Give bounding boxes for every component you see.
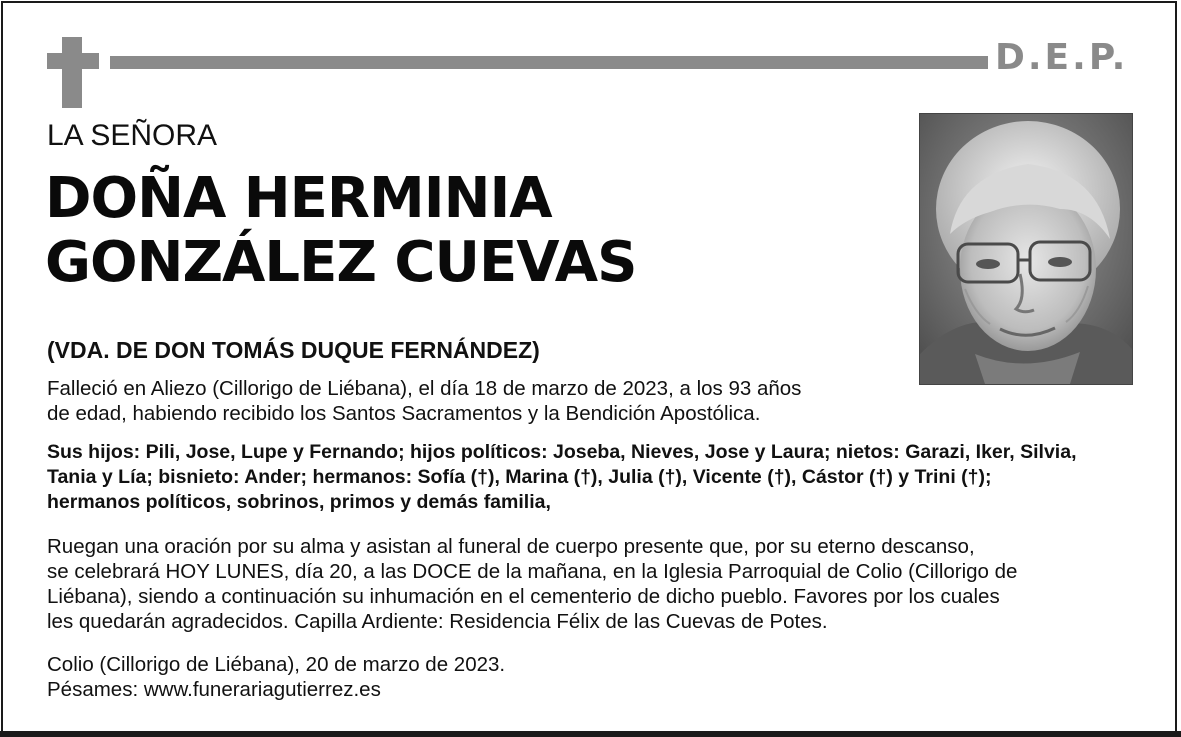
- bottom-rule: [0, 731, 1181, 737]
- honorific: LA SEÑORA: [47, 119, 218, 152]
- name-line-2: GONZÁLEZ CUEVAS: [45, 230, 637, 295]
- condolences-link[interactable]: Pésames: www.funerariagutierrez.es: [47, 678, 381, 701]
- header-rule: [110, 56, 988, 69]
- death-line: Falleció en Aliezo (Cillorigo de Liébana), el día 18 de marzo de 2023, a los 93 años: [47, 377, 802, 400]
- place-date: Colio (Cillorigo de Liébana), 20 de marzo de 2023.: [47, 653, 506, 676]
- funeral-line: se celebrará HOY LUNES, día 20, a las DOCE de la mañana, en la Iglesia Parroquial de Colio (Cillorigo de: [47, 560, 1018, 583]
- death-line: de edad, habiendo recibido los Santos Sacramentos y la Bendición Apostólica.: [47, 402, 761, 425]
- funeral-line: Liébana), siendo a continuación su inhumación en el cementerio de dicho pueblo. Favores por los cuales: [47, 585, 1000, 608]
- family-line: Tania y Lía; bisnieto: Ander; hermanos: Sofía (†), Marina (†), Julia (†), Vicente (†), Cástor (†) y Trini (†);: [47, 466, 992, 488]
- widow-of: (VDA. DE DON TOMÁS DUQUE FERNÁNDEZ): [47, 337, 540, 363]
- name-line-1: DOÑA HERMINIA: [45, 166, 552, 231]
- death-notice: [47, 376, 801, 426]
- family-line: Sus hijos: Pili, Jose, Lupe y Fernando; hijos políticos: Joseba, Nieves, Jose y Laura; nietos: Garazi, Iker, Silvia,: [47, 441, 1077, 463]
- deceased-portrait: [919, 113, 1133, 385]
- deceased-name: [45, 167, 636, 295]
- closing: [47, 652, 505, 702]
- family-list: [47, 440, 1076, 515]
- dep-label: D.E.P.: [995, 37, 1129, 78]
- funeral-line: Ruegan una oración por su alma y asistan al funeral de cuerpo presente que, por su eterno descanso,: [47, 535, 975, 558]
- funeral-notice: [47, 534, 1017, 634]
- family-line: hermanos políticos, sobrinos, primos y demás familia,: [47, 491, 551, 513]
- funeral-line: les quedarán agradecidos. Capilla Ardiente: Residencia Félix de las Cuevas de Potes.: [47, 610, 828, 633]
